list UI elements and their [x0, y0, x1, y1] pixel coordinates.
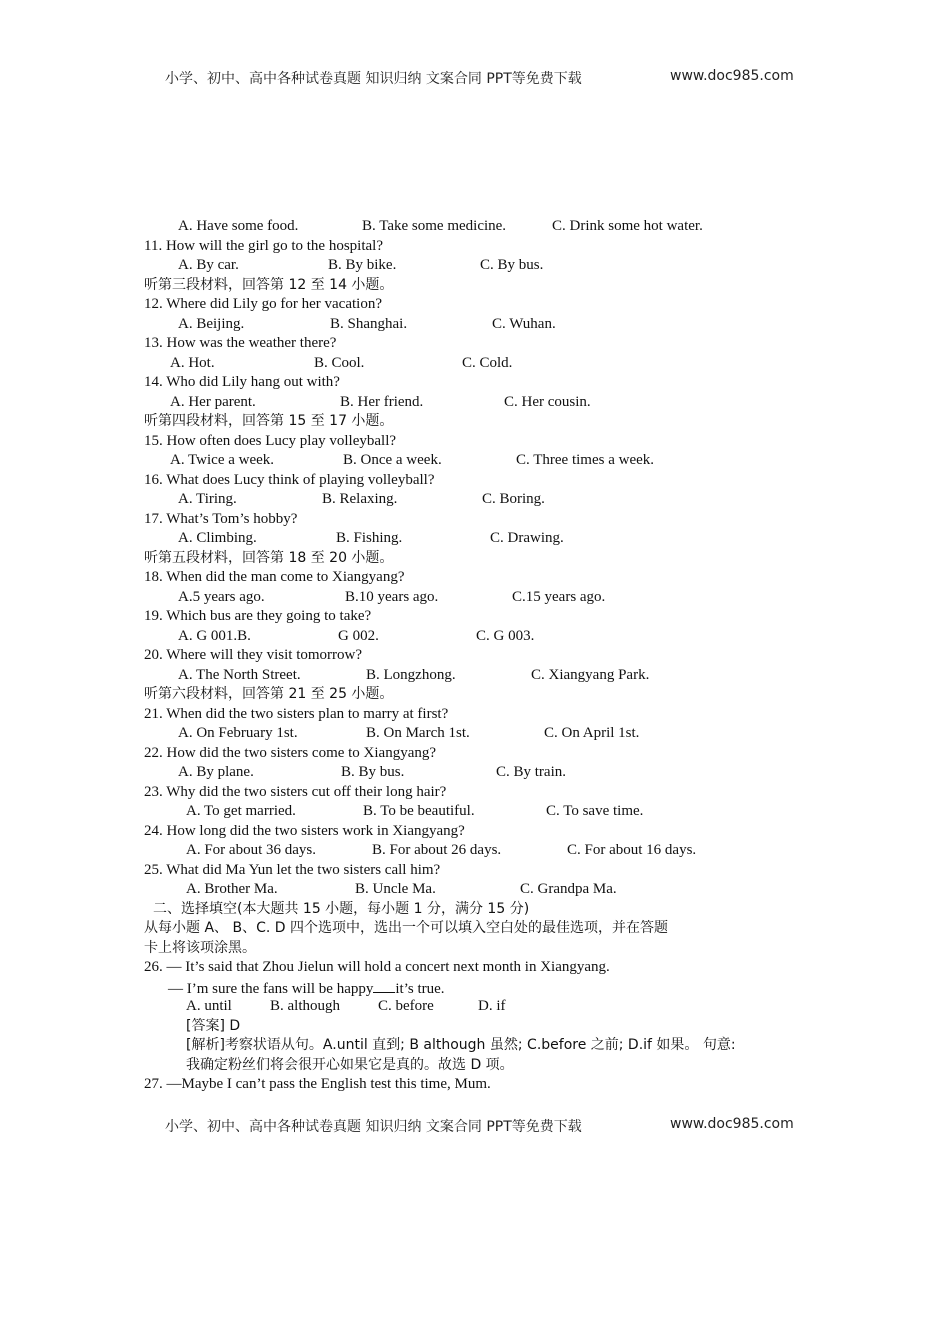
q18-option-b: B.10 years ago. [345, 588, 439, 605]
q10-option-a: A. Have some food. [178, 218, 299, 234]
q12-option-c: C. Wuhan. [492, 315, 556, 332]
q21-option-c: C. On April 1st. [544, 725, 640, 741]
q17-option-c: C. Drawing. [490, 530, 564, 546]
q12-option-a: A. Beijing. [178, 315, 245, 332]
q19-option-c: C. G 003. [476, 627, 535, 644]
q26-option-c: C. before [378, 998, 434, 1014]
q15-question: 15. How often does Lucy play volleyball? [144, 432, 397, 449]
q25-options [144, 880, 804, 900]
q14-option-a: A. Her parent. [170, 393, 256, 410]
q14-question: 14. Who did Lily hang out with? [144, 374, 340, 390]
q11-question: 11. How will the girl go to the hospital? [144, 237, 383, 254]
section-5-heading: 听第五段材料，回答第 18 至 20 小题。 [144, 549, 394, 566]
q14-option-b: B. Her friend. [340, 393, 424, 410]
part2-instruction-line2: 卡上将该项涂黑。 [144, 939, 256, 956]
q22-option-b: B. By bus. [341, 764, 405, 780]
q26-option-b: B. although [270, 998, 340, 1014]
q24-option-c: C. For about 16 days. [567, 842, 697, 858]
q23-options [144, 802, 804, 822]
q13-option-a: A. Hot. [170, 354, 215, 371]
q25-option-a: A. Brother Ma. [186, 881, 278, 897]
q11-option-a: A. By car. [178, 257, 239, 273]
q24-question: 24. How long did the two sisters work in Xiangyang? [144, 822, 465, 839]
q25-option-c: C. Grandpa Ma. [520, 881, 617, 897]
q12-option-b: B. Shanghai. [330, 315, 408, 332]
q26-analysis-line1: [解析]考察状语从句。A.until 直到; B although 虽然; C.before 之前; D.if 如果。 句意: [186, 1037, 736, 1053]
q14-options [144, 393, 804, 413]
q18-option-a: A.5 years ago. [178, 588, 265, 605]
q23-option-b: B. To be beautiful. [363, 803, 475, 819]
q21-options [144, 724, 804, 744]
q17-option-b: B. Fishing. [336, 530, 403, 546]
q13-option-c: C. Cold. [462, 354, 513, 371]
q13-option-b: B. Cool. [314, 354, 365, 371]
q11-options [144, 256, 804, 276]
q19-option-b: G 002. [338, 627, 379, 644]
q16-option-a: A. Tiring. [178, 491, 237, 507]
q23-option-a: A. To get married. [186, 803, 296, 819]
header-left-text: 小学、初中、高中各种试卷真题 知识归纳 文案合同 PPT等免费下载 [165, 71, 582, 87]
section-6-heading: 听第六段材料，回答第 21 至 25 小题。 [144, 686, 394, 702]
q26-options [144, 997, 804, 1017]
q15-option-b: B. Once a week. [343, 452, 442, 468]
q26-option-d: D. if [478, 998, 506, 1014]
exam-content [144, 217, 804, 1095]
q11-option-c: C. By bus. [480, 257, 544, 273]
q16-option-c: C. Boring. [482, 491, 545, 507]
q20-option-c: C. Xiangyang Park. [531, 666, 650, 683]
q13-options [144, 354, 804, 374]
q21-option-a: A. On February 1st. [178, 725, 298, 741]
q22-option-c: C. By train. [496, 764, 566, 780]
q17-question: 17. What’s Tom’s hobby? [144, 510, 298, 527]
q26-option-a: A. until [186, 998, 232, 1014]
footer-url: www.doc985.com [670, 1116, 794, 1132]
q20-options [144, 666, 804, 686]
q20-question: 20. Where will they visit tomorrow? [144, 647, 363, 663]
q16-options [144, 490, 804, 510]
q10-option-b: B. Take some medicine. [362, 218, 507, 234]
part2-title: 二、选择填空(本大题共 15 小题，每小题 1 分，满分 15 分) [153, 900, 530, 917]
q17-options [144, 529, 804, 549]
q15-option-c: C. Three times a week. [516, 452, 655, 468]
q26-blank [373, 978, 395, 993]
q25-question: 25. What did Ma Yun let the two sisters call him? [144, 861, 441, 878]
q19-options [144, 627, 804, 647]
q10-options [144, 217, 804, 237]
q27-line1: 27. —Maybe I can’t pass the English test this time, Mum. [144, 1076, 491, 1092]
section-3-heading: 听第三段材料，回答第 12 至 14 小题。 [144, 276, 394, 293]
q24-option-a: A. For about 36 days. [186, 842, 316, 858]
q25-option-b: B. Uncle Ma. [355, 881, 436, 897]
q22-options [144, 763, 804, 783]
q24-option-b: B. For about 26 days. [372, 842, 502, 858]
q19-option-a: A. G 001.B. [178, 627, 251, 644]
q18-question: 18. When did the man come to Xiangyang? [144, 569, 405, 585]
q23-question: 23. Why did the two sisters cut off their long hair? [144, 783, 447, 800]
q21-option-b: B. On March 1st. [366, 725, 470, 741]
q22-question: 22. How did the two sisters come to Xiangyang? [144, 744, 437, 761]
q21-question: 21. When did the two sisters plan to marry at first? [144, 705, 449, 722]
q15-option-a: A. Twice a week. [170, 452, 275, 468]
q20-option-a: A. The North Street. [178, 666, 301, 683]
part2-instruction-line1: 从每小题 A、 B、C. D 四个选项中，选出一个可以填入空白处的最佳选项，并在答题 [144, 920, 668, 936]
q26-line2-start: — I’m sure the fans will be happy [168, 980, 374, 997]
q22-option-a: A. By plane. [178, 764, 254, 780]
q14-option-c: C. Her cousin. [504, 393, 591, 410]
q26-line1: 26. — It’s said that Zhou Jielun will hold a concert next month in Xiangyang. [144, 959, 610, 975]
q26-line2-end: it’s true. [395, 980, 445, 997]
q26-analysis-line2: 我确定粉丝们将会很开心如果它是真的。故选 D 项。 [186, 1056, 514, 1073]
q24-options [144, 841, 804, 861]
q23-option-c: C. To save time. [546, 803, 644, 819]
q16-question: 16. What does Lucy think of playing volleyball? [144, 471, 435, 488]
q15-options [144, 451, 804, 471]
q16-option-b: B. Relaxing. [322, 491, 398, 507]
q13-question: 13. How was the weather there? [144, 335, 337, 351]
q12-options [144, 315, 804, 335]
section-4-heading: 听第四段材料，回答第 15 至 17 小题。 [144, 413, 394, 429]
footer-left-text: 小学、初中、高中各种试卷真题 知识归纳 文案合同 PPT等免费下载 [165, 1119, 582, 1135]
q26-answer: [答案] D [186, 1017, 241, 1034]
q11-option-b: B. By bike. [328, 257, 397, 273]
q20-option-b: B. Longzhong. [366, 666, 456, 683]
q18-options [144, 588, 804, 608]
q19-question: 19. Which bus are they going to take? [144, 608, 372, 624]
header-url: www.doc985.com [670, 68, 794, 84]
q18-option-c: C.15 years ago. [512, 588, 606, 605]
q26-line2 [144, 978, 804, 998]
q17-option-a: A. Climbing. [178, 530, 257, 546]
q10-option-c: C. Drink some hot water. [552, 218, 703, 234]
q12-question: 12. Where did Lily go for her vacation? [144, 296, 382, 312]
